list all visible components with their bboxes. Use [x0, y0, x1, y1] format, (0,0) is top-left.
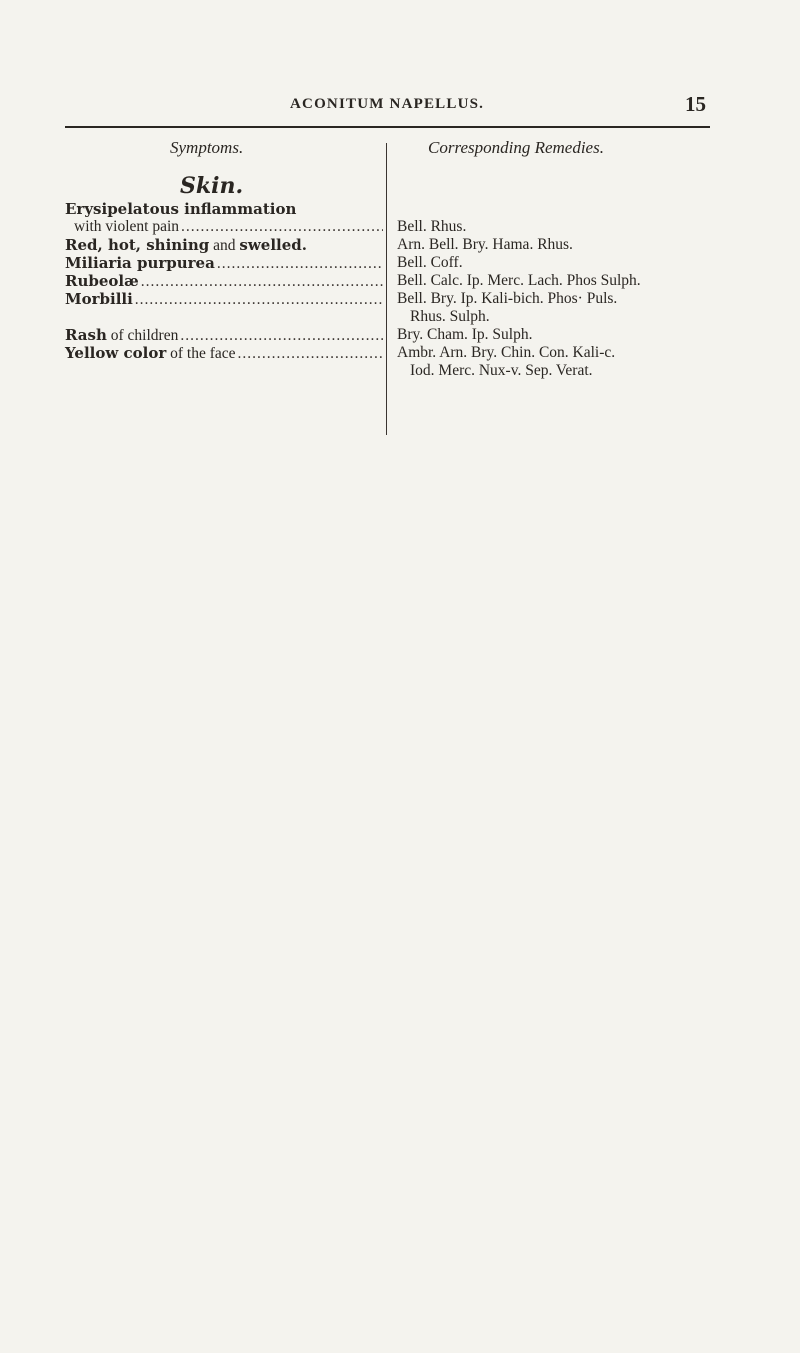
remedy-entry	[397, 272, 717, 290]
leader-dots	[135, 291, 383, 309]
leader-dots	[141, 273, 383, 291]
symptom-lead: Rubeolæ	[65, 272, 139, 290]
leader-dots	[217, 255, 383, 273]
leader-dots	[238, 345, 383, 363]
column-divider	[386, 143, 387, 435]
remedy-entry	[397, 326, 717, 344]
symptom-lead: Erysipelatous inflammation	[65, 200, 297, 218]
symptom-entry	[65, 344, 383, 363]
section-title: Skin.	[180, 173, 244, 199]
symptom-text: of children	[106, 327, 179, 344]
symptom-lead: Yellow color	[65, 344, 167, 362]
remedy-line: Bry. Cham. Ip. Sulph.	[397, 326, 533, 343]
symptom-lead: Red, hot, shining	[65, 236, 210, 254]
symptom-lead: Rash	[65, 326, 107, 344]
symptom-entry	[65, 200, 383, 236]
leader-dots	[180, 327, 383, 345]
remedy-entry	[397, 218, 717, 236]
symptoms-column-heading: Symptoms.	[170, 138, 244, 157]
remedy-line: Bell. Coff.	[397, 254, 463, 271]
symptom-text: and	[209, 237, 240, 254]
page-number: 15	[685, 92, 706, 116]
symptom-entry	[65, 290, 383, 309]
remedy-line: Bell. Calc. Ip. Merc. Lach. Phos Sulph.	[397, 272, 641, 289]
remedy-line: Rhus. Sulph.	[410, 308, 490, 325]
header-rule	[65, 126, 710, 128]
remedy-line: Bell. Bry. Ip. Kali-bich. Phos· Puls.	[397, 290, 618, 307]
symptom-entry	[65, 236, 383, 255]
remedy-line: Ambr. Arn. Bry. Chin. Con. Kali-c.	[397, 344, 616, 361]
symptom-entry	[65, 254, 383, 273]
symptom-lead: Morbilli	[65, 290, 133, 308]
remedy-entry	[397, 290, 717, 326]
remedy-line: Iod. Merc. Nux-v. Sep. Verat.	[410, 362, 593, 379]
remedy-entry	[397, 236, 717, 254]
remedy-line: Bell. Rhus.	[397, 218, 467, 235]
remedies-column-heading: Corresponding Remedies.	[428, 138, 604, 157]
remedy-entry	[397, 344, 717, 380]
symptom-lead: Miliaria purpurea	[65, 254, 215, 272]
running-head	[60, 92, 710, 126]
symptom-text: with violent pain	[74, 218, 180, 235]
symptom-text: of the face	[166, 345, 236, 362]
remedy-entry	[397, 254, 717, 272]
leader-dots	[181, 218, 383, 236]
symptom-entry	[65, 326, 383, 345]
symptom-lead-2: swelled.	[239, 236, 307, 254]
running-title: ACONITUM NAPELLUS.	[290, 96, 485, 112]
symptom-entry	[65, 272, 383, 291]
remedy-line: Arn. Bell. Bry. Hama. Rhus.	[397, 236, 573, 253]
